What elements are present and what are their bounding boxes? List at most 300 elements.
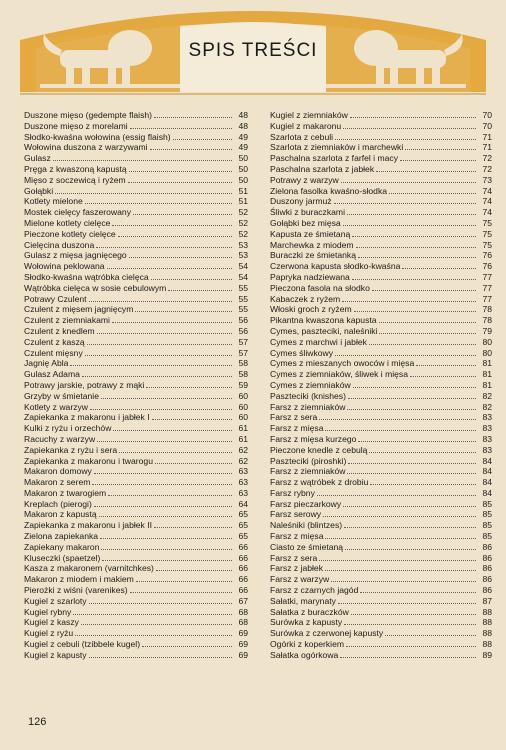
toc-entry xyxy=(24,456,248,467)
toc-entry xyxy=(270,121,492,132)
toc-right-column xyxy=(270,110,492,661)
dot-leader xyxy=(136,575,232,582)
toc-entry xyxy=(24,250,248,261)
toc-entry-title: Mielone kotlety cielęce xyxy=(24,217,111,228)
toc-entry xyxy=(270,466,492,477)
toc-entry xyxy=(24,240,248,251)
dot-leader xyxy=(112,219,232,226)
dot-leader xyxy=(94,467,232,474)
toc-entry-page: 89 xyxy=(482,649,492,660)
toc-entry xyxy=(270,607,492,618)
toc-entry xyxy=(24,283,248,294)
toc-entry xyxy=(24,477,248,488)
dot-leader xyxy=(405,143,476,150)
toc-entry xyxy=(24,412,248,423)
dot-leader xyxy=(156,564,232,571)
toc-entry xyxy=(24,509,248,520)
toc-entry xyxy=(24,650,248,661)
toc-entry xyxy=(270,175,492,186)
toc-entry-page: 83 xyxy=(482,423,492,434)
dot-leader xyxy=(400,154,476,161)
toc-entry-title: Racuchy z warzyw xyxy=(24,433,96,444)
dot-leader xyxy=(82,370,232,377)
toc-entry-page: 59 xyxy=(238,379,248,390)
dot-leader xyxy=(334,197,476,204)
toc-entry-page: 62 xyxy=(238,444,248,455)
toc-entry xyxy=(270,283,492,294)
dot-leader xyxy=(402,262,476,269)
dot-leader xyxy=(343,122,476,129)
toc-entry xyxy=(24,110,248,121)
toc-entry xyxy=(24,272,248,283)
toc-entry xyxy=(24,434,248,445)
toc-entry-page: 66 xyxy=(238,552,248,563)
toc-entry-title: Kugiel z kaszy xyxy=(24,617,79,628)
toc-entry-title: Włoski groch z ryżem xyxy=(270,304,352,315)
toc-entry-title: Farsz z sera xyxy=(270,412,318,423)
dot-leader xyxy=(325,532,476,539)
toc-entry-title: Farsz z mięsa xyxy=(270,531,324,542)
dot-leader xyxy=(376,165,476,172)
toc-entry-title: Pierożki z wiśni (varenikes) xyxy=(24,585,128,596)
toc-entry xyxy=(24,315,248,326)
dot-leader xyxy=(85,197,232,204)
toc-entry xyxy=(24,261,248,272)
toc-entry xyxy=(270,272,492,283)
toc-entry-page: 64 xyxy=(238,498,248,509)
toc-entry xyxy=(270,531,492,542)
toc-entry-title: Słodko-kwaśna wołowina (essig flaish) xyxy=(24,131,171,142)
toc-entry xyxy=(270,574,492,585)
toc-entry xyxy=(270,250,492,261)
dot-leader xyxy=(89,597,232,604)
toc-entry-page: 81 xyxy=(482,358,492,369)
toc-entry-title: Zapiekanka z makaronu i twarogu xyxy=(24,455,153,466)
dot-leader xyxy=(81,618,232,625)
dot-leader xyxy=(107,262,232,269)
toc-entry-title: Pieczone knedle z cebulą xyxy=(270,444,368,455)
dot-leader xyxy=(347,403,476,410)
toc-entry xyxy=(270,142,492,153)
toc-entry-title: Sałatka z buraczków xyxy=(270,606,349,617)
dot-leader xyxy=(130,586,232,593)
dot-leader xyxy=(342,295,476,302)
dot-leader xyxy=(338,597,476,604)
dot-leader xyxy=(370,478,476,485)
toc-entry-title: Gulasz Adama xyxy=(24,369,80,380)
dot-leader xyxy=(347,208,476,215)
toc-entry-page: 56 xyxy=(238,325,248,336)
toc-entry-title: Gołąbki bez mięsa xyxy=(270,217,341,228)
toc-entry-page: 86 xyxy=(482,563,492,574)
toc-entry-title: Makaron domowy xyxy=(24,466,92,477)
toc-entry-page: 48 xyxy=(238,110,248,120)
toc-entry xyxy=(24,466,248,477)
toc-entry-title: Farsz pieczarkowy xyxy=(270,498,342,509)
toc-entry-page: 88 xyxy=(482,628,492,639)
dot-leader xyxy=(151,273,232,280)
toc-entry xyxy=(24,423,248,434)
toc-entry-page: 75 xyxy=(482,217,492,228)
toc-entry-title: Jagnię Abla xyxy=(24,358,69,369)
dot-leader xyxy=(152,413,232,420)
toc-entry-title: Paszteciki (knishes) xyxy=(270,390,346,401)
toc-entry-page: 83 xyxy=(482,412,492,423)
dot-leader xyxy=(97,435,232,442)
toc-entry-title: Cymes z marchwi i jabłek xyxy=(270,336,367,347)
dot-leader xyxy=(385,629,476,636)
dot-leader xyxy=(135,305,232,312)
dot-leader xyxy=(85,349,232,356)
dot-leader xyxy=(372,284,476,291)
dot-leader xyxy=(347,467,476,474)
toc-entry xyxy=(270,628,492,639)
toc-entry-title: Farsz z mięsa kurzego xyxy=(270,433,357,444)
toc-entry-page: 74 xyxy=(482,185,492,196)
toc-entry xyxy=(24,132,248,143)
toc-entry-title: Makaron z serem xyxy=(24,477,91,488)
toc-entry-page: 55 xyxy=(238,304,248,315)
dot-leader xyxy=(416,359,476,366)
toc-entry-page: 50 xyxy=(238,153,248,164)
toc-entry xyxy=(24,563,248,574)
dot-leader xyxy=(369,338,476,345)
page-title: SPIS TREŚCI xyxy=(188,40,318,61)
toc-entry-page: 70 xyxy=(482,120,492,131)
toc-entry-title: Ciasto ze śmietaną xyxy=(270,541,344,552)
toc-entry-page: 55 xyxy=(238,282,248,293)
toc-entry xyxy=(270,488,492,499)
toc-entry xyxy=(270,553,492,564)
toc-entry xyxy=(24,348,248,359)
dot-leader xyxy=(90,403,232,410)
dot-leader xyxy=(331,575,476,582)
toc-entry-page: 85 xyxy=(482,509,492,520)
toc-entry-title: Zielona fasolka kwaśno-słodka xyxy=(270,185,388,196)
toc-entry xyxy=(270,218,492,229)
toc-entry-page: 52 xyxy=(238,228,248,239)
toc-entry xyxy=(270,315,492,326)
dot-leader xyxy=(101,543,232,550)
toc-entry-page: 61 xyxy=(238,423,248,434)
toc-entry xyxy=(24,574,248,585)
dot-leader xyxy=(351,608,476,615)
toc-entry xyxy=(270,337,492,348)
dot-leader xyxy=(128,176,232,183)
dot-leader xyxy=(70,359,232,366)
toc-entry-page: 57 xyxy=(238,336,248,347)
dot-leader xyxy=(89,651,232,658)
toc-entry xyxy=(270,650,492,661)
toc-entry-title: Kotlety z warzyw xyxy=(24,401,88,412)
dot-leader xyxy=(325,564,476,571)
toc-entry-title: Cymes śliwkowy xyxy=(270,347,334,358)
toc-entry xyxy=(270,402,492,413)
toc-entry-page: 82 xyxy=(482,401,492,412)
toc-entry-page: 53 xyxy=(238,250,248,261)
dot-leader xyxy=(75,629,232,636)
toc-entry-title: Gulasz z mięsa jagnięcego xyxy=(24,250,127,261)
toc-entry-title: Wątróbka cielęca w sosie cebulowym xyxy=(24,282,167,293)
toc-entry xyxy=(24,175,248,186)
dot-leader xyxy=(53,154,232,161)
toc-entry-title: Duszone mięso z morelami xyxy=(24,120,128,131)
toc-entry-title: Sałatka ogórkowa xyxy=(270,649,339,660)
toc-entry xyxy=(24,553,248,564)
toc-entry-title: Kugiel z cebuli (tzibbele kugel) xyxy=(24,639,141,650)
dot-leader xyxy=(108,489,232,496)
toc-entry-page: 77 xyxy=(482,282,492,293)
toc-entry xyxy=(270,207,492,218)
toc-entry-page: 80 xyxy=(482,336,492,347)
toc-entry-title: Wołowina peklowana xyxy=(24,261,105,272)
dot-leader xyxy=(319,413,476,420)
toc-entry-page: 57 xyxy=(238,347,248,358)
dot-leader xyxy=(348,392,476,399)
toc-entry xyxy=(270,358,492,369)
toc-entry-title: Kabaczek z ryżem xyxy=(270,293,341,304)
toc-entry-page: 65 xyxy=(238,509,248,520)
toc-entry xyxy=(24,153,248,164)
toc-entry xyxy=(24,520,248,531)
toc-entry-title: Farsz serowy xyxy=(270,509,322,520)
toc-entry-page: 49 xyxy=(238,142,248,153)
toc-entry xyxy=(270,294,492,305)
toc-entry-title: Mostek cielęcy faszerowany xyxy=(24,207,131,218)
toc-entry-title: Kugiel z ziemniaków xyxy=(270,110,348,120)
toc-entry-title: Makaron z twarogiem xyxy=(24,487,107,498)
dot-leader xyxy=(96,241,232,248)
page-number: 126 xyxy=(28,716,47,728)
dot-leader xyxy=(142,640,232,647)
toc-entry-page: 53 xyxy=(238,239,248,250)
toc-entry-page: 72 xyxy=(482,163,492,174)
toc-entry xyxy=(270,304,492,315)
toc-entry-page: 50 xyxy=(238,174,248,185)
dot-leader xyxy=(319,554,476,561)
dot-leader xyxy=(350,111,476,118)
toc-entry-page: 70 xyxy=(482,110,492,120)
toc-entry-title: Buraczki ze śmietanką xyxy=(270,250,356,261)
dot-leader xyxy=(173,133,232,140)
toc-entry-title: Zielona zapiekanka xyxy=(24,531,99,542)
toc-entry xyxy=(270,369,492,380)
toc-entry xyxy=(270,520,492,531)
toc-entry-page: 80 xyxy=(482,347,492,358)
toc-entry xyxy=(24,304,248,315)
toc-entry-title: Potrawy Czulent xyxy=(24,293,87,304)
toc-entry-page: 87 xyxy=(482,595,492,606)
toc-entry-title: Farsz z ziemniaków xyxy=(270,466,346,477)
toc-left-column xyxy=(24,110,248,661)
toc-entry-page: 62 xyxy=(238,455,248,466)
toc-entry-page: 82 xyxy=(482,390,492,401)
toc-entry-page: 76 xyxy=(482,261,492,272)
toc-entry-page: 81 xyxy=(482,379,492,390)
toc-entry-page: 65 xyxy=(238,531,248,542)
toc-entry xyxy=(24,207,248,218)
toc-entry-page: 88 xyxy=(482,639,492,650)
toc-entry-title: Kugiel rybny xyxy=(24,606,72,617)
toc-entry xyxy=(270,240,492,251)
toc-entry xyxy=(270,153,492,164)
toc-entry xyxy=(270,585,492,596)
toc-entry-title: Zapiekanka z makaronu i jabłek II xyxy=(24,520,153,531)
dot-leader xyxy=(113,424,232,431)
dot-leader xyxy=(410,370,476,377)
dot-leader xyxy=(345,543,476,550)
toc-entry xyxy=(270,617,492,628)
dot-leader xyxy=(129,251,232,258)
toc-entry-title: Marchewka z miodem xyxy=(270,239,354,250)
toc-entry xyxy=(24,531,248,542)
dot-leader xyxy=(344,521,476,528)
dot-leader xyxy=(379,316,476,323)
toc-entry xyxy=(24,402,248,413)
toc-entry xyxy=(270,423,492,434)
toc-entry-page: 63 xyxy=(238,477,248,488)
toc-entry-title: Kugiel z makaronu xyxy=(270,120,342,131)
toc-entry-title: Farsz z wątróbek z drobiu xyxy=(270,477,369,488)
toc-entry-page: 85 xyxy=(482,520,492,531)
toc-entry-page: 74 xyxy=(482,207,492,218)
dot-leader xyxy=(94,500,232,507)
toc-entry-title: Zapiekanka z ryżu i sera xyxy=(24,444,118,455)
toc-entry xyxy=(270,348,492,359)
toc-entry-page: 51 xyxy=(238,196,248,207)
toc-entry-page: 68 xyxy=(238,606,248,617)
toc-entry-page: 76 xyxy=(482,250,492,261)
toc-entry-page: 85 xyxy=(482,498,492,509)
toc-entry-title: Cielęcina duszona xyxy=(24,239,95,250)
toc-entry-title: Czulent mięsny xyxy=(24,347,83,358)
toc-entry xyxy=(270,132,492,143)
toc-entry xyxy=(24,142,248,153)
toc-entry-title: Kasza z makaronem (varnitchkes) xyxy=(24,563,154,574)
toc-entry xyxy=(270,186,492,197)
toc-entry-title: Grzyby w śmietanie xyxy=(24,390,99,401)
toc-entry-page: 77 xyxy=(482,271,492,282)
toc-entry-title: Papryka nadziewana xyxy=(270,271,350,282)
toc-entry xyxy=(270,196,492,207)
toc-entry-title: Cymes z mieszanych owoców i mięsa xyxy=(270,358,415,369)
dot-leader xyxy=(344,618,476,625)
toc-entry-title: Kapusta ze śmietaną xyxy=(270,228,351,239)
toc-entry-page: 69 xyxy=(238,639,248,650)
toc-entry-page: 68 xyxy=(238,617,248,628)
toc-entry-title: Paszteciki (piroshki) xyxy=(270,455,347,466)
toc-entry-page: 52 xyxy=(238,207,248,218)
dot-leader xyxy=(102,554,232,561)
dot-leader xyxy=(353,381,476,388)
dot-leader xyxy=(99,510,232,517)
dot-leader xyxy=(119,446,232,453)
dot-leader xyxy=(89,295,232,302)
toc-entry-title: Czerwona kapusta słodko-kwaśna xyxy=(270,261,401,272)
toc-entry xyxy=(24,445,248,456)
toc-entry-title: Kluseczki (spaetzel) xyxy=(24,552,101,563)
toc-entry-page: 81 xyxy=(482,369,492,380)
toc-entry xyxy=(24,542,248,553)
toc-entry-page: 66 xyxy=(238,585,248,596)
toc-entry-page: 56 xyxy=(238,315,248,326)
dot-leader xyxy=(352,230,476,237)
toc-entry-page: 63 xyxy=(238,466,248,477)
toc-entry-title: Farsz z mięsa xyxy=(270,423,324,434)
toc-entry xyxy=(24,326,248,337)
toc-entry-page: 58 xyxy=(238,369,248,380)
dot-leader xyxy=(346,640,476,647)
dot-leader xyxy=(146,381,232,388)
toc-entry xyxy=(270,499,492,510)
toc-entry-title: Kulki z ryżu i orzechów xyxy=(24,423,112,434)
toc-entry-title: Szarlota z ziemniaków i marchewki xyxy=(270,142,404,153)
dot-leader xyxy=(343,500,476,507)
toc-entry-title: Sałatki, marynaty xyxy=(270,595,336,606)
toc-entry-title: Farsz rybny xyxy=(270,487,315,498)
dot-leader xyxy=(92,478,232,485)
toc-entry xyxy=(24,121,248,132)
dot-leader xyxy=(356,241,476,248)
toc-entry-title: Kugiel z kapusty xyxy=(24,649,87,660)
toc-entry-page: 86 xyxy=(482,585,492,596)
toc-entry-page: 60 xyxy=(238,401,248,412)
toc-entry xyxy=(270,261,492,272)
toc-entry-page: 52 xyxy=(238,217,248,228)
dot-leader xyxy=(354,305,476,312)
toc-entry-page: 84 xyxy=(482,466,492,477)
toc-entry-page: 54 xyxy=(238,271,248,282)
toc-entry-title: Cymes z ziemniaków, śliwek i mięsa xyxy=(270,369,409,380)
toc-entry-page: 63 xyxy=(238,487,248,498)
toc-entry xyxy=(270,164,492,175)
toc-entry-page: 86 xyxy=(482,574,492,585)
toc-entry-title: Surówka z czerwonej kapusty xyxy=(270,628,384,639)
dot-leader xyxy=(389,187,476,194)
header-banner xyxy=(0,0,506,98)
toc-entry-page: 65 xyxy=(238,520,248,531)
toc-entry-page: 74 xyxy=(482,196,492,207)
toc-entry-page: 83 xyxy=(482,433,492,444)
dot-leader xyxy=(335,349,476,356)
toc-entry-page: 78 xyxy=(482,304,492,315)
toc-entry xyxy=(24,196,248,207)
toc-entry xyxy=(270,509,492,520)
toc-entry-title: Pręga z kwaszoną kapustą xyxy=(24,163,127,174)
toc-entry xyxy=(24,337,248,348)
toc-entry-title: Makaron z kapustą xyxy=(24,509,97,520)
dot-leader xyxy=(360,586,476,593)
toc-entry-title: Surówka z kapusty xyxy=(270,617,343,628)
toc-entry-title: Pieczone kotlety cielęce xyxy=(24,228,116,239)
toc-entry-page: 55 xyxy=(238,293,248,304)
toc-entry-page: 54 xyxy=(238,261,248,272)
toc-entry xyxy=(24,358,248,369)
dot-leader xyxy=(358,251,476,258)
toc-entry xyxy=(24,186,248,197)
toc-entry-page: 67 xyxy=(238,595,248,606)
dot-leader xyxy=(323,510,476,517)
toc-entry xyxy=(270,434,492,445)
toc-entry-page: 79 xyxy=(482,325,492,336)
toc-entry-title: Śliwki z buraczkami xyxy=(270,207,345,218)
toc-entry-title: Wołowina duszona z warzywami xyxy=(24,142,148,153)
dot-leader xyxy=(379,327,476,334)
dot-leader xyxy=(118,230,232,237)
dot-leader xyxy=(369,446,476,453)
dot-leader xyxy=(358,435,476,442)
toc-entry-page: 84 xyxy=(482,487,492,498)
